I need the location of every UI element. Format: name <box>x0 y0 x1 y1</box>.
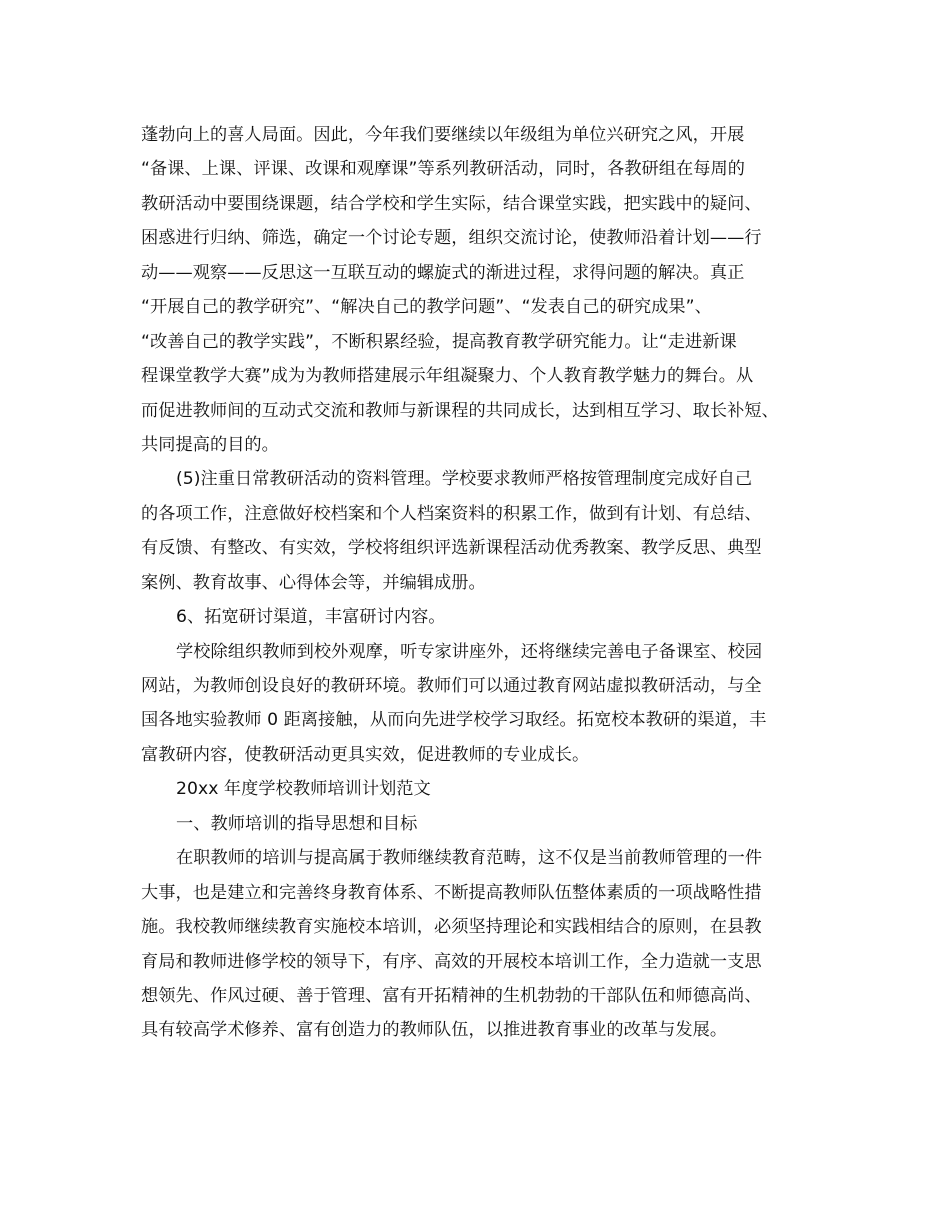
text-line: 动——观察——反思这一互联互动的螺旋式的渐进过程，求得问题的解决。真正 <box>141 262 745 283</box>
text-line: 蓬勃向上的喜人局面。因此，今年我们要继续以年级组为单位兴研究之风，开展 <box>141 125 745 145</box>
text-line: “改善自己的教学实践”，不断积累经验，提高教育教学研究能力。让“走进新课 <box>141 331 737 352</box>
text-line: 的各项工作，注意做好校档案和个人档案资料的积累工作，做到有计划、有总结、 <box>141 503 762 524</box>
document-body <box>141 118 831 1048</box>
text-line: “开展自己的教学研究”、“解决自己的教学问题”、“发表自己的研究成果”、 <box>141 297 712 318</box>
text-line: 程课堂教学大赛”成为为教师搭建展示年组凝聚力、个人教育教学魅力的舞台。从 <box>141 366 754 387</box>
text-line: 共同提高的目的。 <box>141 434 279 455</box>
text-line: 具有较高学术修养、富有创造力的教师队伍，以推进教育事业的改革与发展。 <box>141 1020 728 1041</box>
text-line: 大事，也是建立和完善终身教育体系、不断提高教师队伍整体素质的一项战略性措 <box>141 882 762 903</box>
text-line: 网站，为教师创设良好的教研环境。教师们可以通过教育网站虚拟教研活动，与全 <box>141 676 762 696</box>
paragraph-start-line: (5)注重日常教研活动的资料管理。学校要求教师严格按管理制度完成好自己 <box>176 469 753 490</box>
text-line: “备课、上课、评课、改课和观摩课”等系列教研活动，同时，各教研组在每周的 <box>141 159 745 180</box>
section-heading: 6、拓宽研讨渠道，丰富研讨内容。 <box>176 607 446 628</box>
text-line: 案例、教育故事、心得体会等，并编辑成册。 <box>141 572 486 593</box>
text-line: 育局和教师进修学校的领导下，有序、高效的开展校本培训工作，全力造就一支思 <box>141 951 762 972</box>
text-line: 困惑进行归纳、筛选，确定一个讨论专题，组织交流讨论，使教师沿着计划——行 <box>141 228 762 249</box>
text-line: 教研活动中要围绕课题，结合学校和学生实际，结合课堂实践，把实践中的疑问、 <box>141 193 762 214</box>
text-line: 施。我校教师继续教育实施校本培训，必须坚持理论和实践相结合的原则，在县教 <box>141 917 762 938</box>
text-line: 国各地实验教师 0 距离接触，从而向先进学校学习取经。拓宽校本教研的渠道，丰 <box>141 710 767 731</box>
text-line: 想领先、作风过硬、善于管理、富有开拓精神的生机勃勃的干部队伍和师德高尚、 <box>141 985 762 1006</box>
paragraph-start-line: 在职教师的培训与提高属于教师继续教育范畴，这不仅是当前教师管理的一件 <box>176 848 763 869</box>
text-line: 富教研内容，使教研活动更具实效，促进教师的专业成长。 <box>141 744 590 765</box>
text-line: 有反馈、有整改、有实效，学校将组织评选新课程活动优秀教案、教学反思、典型 <box>141 538 762 559</box>
document-title: 20xx 年度学校教师培训计划范文 <box>176 779 431 800</box>
text-line: 而促进教师间的互动式交流和教师与新课程的共同成长，达到相互学习、取长补短、 <box>141 400 779 421</box>
section-heading: 一、教师培训的指导思想和目标 <box>176 813 418 834</box>
paragraph-start-line: 学校除组织教师到校外观摩，听专家讲座外，还将继续完善电子备课室、校园 <box>176 641 763 662</box>
